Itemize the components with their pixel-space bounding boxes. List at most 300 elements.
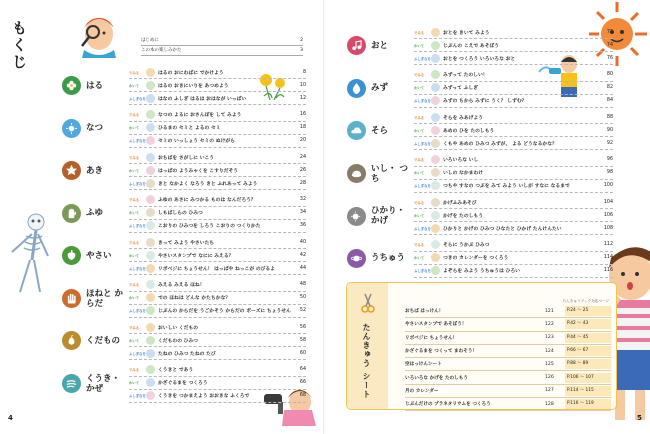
entry-tag: ふしぎなを bbox=[414, 141, 431, 146]
section-item-list bbox=[129, 236, 306, 275]
entry-page: 58 bbox=[299, 337, 306, 343]
entry-tag: ふしぎなを bbox=[129, 394, 146, 398]
entry-tag: ふしぎなを bbox=[414, 99, 431, 103]
leaf-icon bbox=[62, 161, 81, 180]
research-title: リボベジに ちょうせん！ bbox=[405, 335, 458, 341]
entry-page: 20 bbox=[299, 138, 306, 143]
entry-thumbnail bbox=[431, 266, 440, 275]
entry-page: 68 bbox=[299, 393, 306, 398]
entry-title: おとを きいて みよう bbox=[443, 30, 490, 36]
entry-tag: でみる bbox=[414, 115, 425, 120]
section-heading[interactable] bbox=[62, 161, 127, 180]
research-sheet-table bbox=[405, 299, 611, 411]
research-reference: P.114 〜 115 bbox=[565, 386, 611, 396]
hand-icon bbox=[62, 289, 81, 308]
entry-page: 114 bbox=[603, 255, 613, 260]
research-reference: P.44 〜 45 bbox=[565, 333, 611, 343]
entry-thumbnail bbox=[431, 168, 440, 177]
entry-thumbnail bbox=[431, 54, 440, 63]
entry-title: みずって たのしい！ bbox=[443, 73, 488, 78]
research-title: かざぐるまを つくって まわそう！ bbox=[405, 349, 478, 355]
toc-entry[interactable] bbox=[129, 334, 306, 347]
entry-tag: でみる bbox=[414, 73, 425, 77]
entry-tag: かいて bbox=[129, 338, 140, 343]
stone-icon bbox=[347, 164, 366, 183]
entry-title: かげを たのしもう bbox=[443, 213, 484, 219]
entry-page: 88 bbox=[606, 114, 613, 120]
entry-page: 64 bbox=[299, 367, 306, 372]
section-name: いし・ つち bbox=[371, 163, 408, 184]
entry-title: きって みよう やさいたち bbox=[158, 240, 215, 246]
entry-tag: ふしぎなを bbox=[129, 96, 146, 101]
section-heading[interactable] bbox=[347, 79, 412, 98]
section-name: くうき・ かぜ bbox=[86, 373, 121, 394]
toc-entry[interactable] bbox=[129, 164, 306, 177]
research-reference: P.42 〜 43 bbox=[565, 319, 611, 329]
section-heading[interactable] bbox=[62, 119, 127, 138]
research-title: 空はっけんシート bbox=[405, 362, 442, 368]
entry-title: ふゆの あさに みつかる ものは なんだろう？ bbox=[158, 198, 256, 203]
entry-tag: かいて bbox=[414, 213, 425, 218]
entry-title: きと なかよく なろう きと ふれあって みよう bbox=[158, 181, 258, 187]
section-item-list bbox=[414, 154, 613, 193]
toc-entry[interactable] bbox=[414, 95, 613, 108]
intro-page: 2 bbox=[300, 38, 303, 43]
section-heading[interactable] bbox=[347, 121, 412, 140]
entry-title: セミの いっしょう セミの ぬけがら bbox=[158, 139, 235, 144]
entry-page: 116 bbox=[603, 268, 613, 273]
toc-entry[interactable] bbox=[129, 292, 306, 305]
entry-page: 96 bbox=[606, 157, 613, 162]
entry-page: 8 bbox=[302, 69, 306, 75]
entry-thumbnail bbox=[146, 336, 155, 345]
entry-page: 104 bbox=[603, 199, 613, 205]
intro-label: はじめに bbox=[141, 38, 159, 43]
section-item-list bbox=[129, 66, 306, 105]
entry-tag: かいて bbox=[129, 381, 140, 385]
entry-tag: かいて bbox=[129, 126, 140, 130]
entry-thumbnail bbox=[146, 221, 155, 230]
section-name: なつ bbox=[86, 123, 104, 133]
cloud-icon bbox=[347, 121, 366, 140]
entry-tag: でみる bbox=[129, 198, 140, 202]
research-title: いろいろな かげを たのしもう bbox=[405, 375, 468, 381]
toc-entry[interactable] bbox=[129, 249, 306, 262]
page-number-left: 4 bbox=[8, 414, 13, 422]
toc-entry[interactable] bbox=[414, 222, 613, 235]
entry-tag: ふしぎなを bbox=[129, 266, 146, 271]
entry-page: 66 bbox=[299, 380, 306, 385]
entry-page: 44 bbox=[299, 265, 306, 271]
toc-entry[interactable] bbox=[414, 154, 613, 167]
toc-entry[interactable] bbox=[414, 52, 613, 65]
entry-title: くもや あめの ひみつ みずが、 よる どうなるかな？ bbox=[443, 141, 557, 147]
entry-page: 40 bbox=[299, 239, 306, 245]
entry-page: 36 bbox=[299, 223, 306, 228]
entry-tag: ふしぎなを bbox=[129, 309, 146, 313]
section-item-list bbox=[129, 279, 306, 318]
entry-tag: かいて bbox=[414, 256, 425, 260]
entry-title: での ほねは どんな かたちかな？ bbox=[158, 296, 231, 301]
entry-tag: ふしぎなを bbox=[129, 181, 146, 186]
section-item-list bbox=[414, 26, 613, 65]
entry-tag: ふしぎなを bbox=[414, 269, 431, 273]
research-sheet-row[interactable] bbox=[405, 371, 611, 384]
entry-page: 32 bbox=[299, 197, 306, 202]
entry-thumbnail bbox=[146, 391, 155, 400]
section-heading[interactable] bbox=[347, 164, 412, 184]
entry-thumbnail bbox=[146, 264, 155, 273]
entry-title: いしの なかまわけ bbox=[443, 171, 484, 176]
entry-tag: ふしぎなを bbox=[414, 226, 431, 231]
entry-page: 50 bbox=[299, 295, 306, 300]
entry-page: 34 bbox=[299, 210, 306, 215]
entry-title: はるの おきにいりを あつめよう bbox=[158, 83, 229, 89]
entry-thumbnail bbox=[146, 280, 155, 289]
entry-page: 10 bbox=[299, 82, 306, 88]
wind-icon bbox=[62, 374, 81, 393]
section-item-list bbox=[414, 69, 613, 108]
research-sheet-label: たんきゅう シート bbox=[362, 323, 371, 399]
section-name: みず bbox=[371, 83, 389, 93]
section-heading[interactable] bbox=[62, 76, 127, 95]
section-item-list bbox=[129, 109, 306, 148]
research-reference: P.88 〜 89 bbox=[565, 359, 611, 369]
toc-entry[interactable] bbox=[129, 151, 306, 164]
entry-title: かざぐるまを つくろう bbox=[158, 381, 208, 386]
entry-page: 100 bbox=[603, 183, 613, 188]
skeleton-illustration bbox=[2, 212, 50, 294]
research-reference: P.106 〜 107 bbox=[565, 373, 611, 383]
entry-thumbnail bbox=[146, 323, 155, 332]
toc-entry[interactable] bbox=[414, 124, 613, 137]
page-number-right: 5 bbox=[637, 414, 642, 422]
section-heading[interactable] bbox=[62, 204, 127, 223]
section-heading[interactable] bbox=[62, 289, 127, 309]
entry-thumbnail bbox=[146, 68, 155, 77]
research-page: 128 bbox=[545, 401, 554, 407]
entry-title: みずの ちから みずに うく？ しずむ？ bbox=[443, 99, 527, 104]
entry-thumbnail bbox=[431, 224, 440, 233]
section-item-list bbox=[129, 151, 306, 190]
entry-title: くだものの ひみつ bbox=[158, 338, 198, 344]
planet-icon bbox=[347, 249, 366, 268]
entry-page: 98 bbox=[606, 170, 613, 175]
section-name: ほねと からだ bbox=[86, 288, 123, 309]
entry-title: じぶんの からだを うごかそう からだの ポーズに ちょうせん bbox=[158, 309, 291, 314]
entry-page: 108 bbox=[603, 225, 613, 231]
entry-thumbnail bbox=[146, 179, 155, 188]
entry-tag: かいて bbox=[414, 43, 425, 48]
entry-tag: かいて bbox=[129, 168, 140, 173]
entry-title: ひるまの セミと よるの セミ bbox=[158, 126, 221, 131]
section-item-list bbox=[414, 196, 613, 235]
entry-title: おとを つくろう いろいろな おと bbox=[443, 56, 516, 62]
entry-tag: でみる bbox=[414, 158, 425, 162]
research-reference: P.116 〜 119 bbox=[565, 399, 611, 409]
entry-title: みえる みえる ほね！ bbox=[158, 283, 205, 288]
entry-thumbnail bbox=[146, 365, 155, 374]
entry-title: つちや すなの つぶを みて みよう いしが すなに なるまで bbox=[443, 184, 570, 189]
entry-page: 28 bbox=[299, 180, 306, 186]
toc-entry[interactable] bbox=[129, 321, 306, 334]
intro-item[interactable] bbox=[141, 36, 303, 46]
entry-page: 52 bbox=[299, 308, 306, 313]
toc-entry[interactable] bbox=[414, 82, 613, 95]
entry-title: こおりの ひみつを しろう こおりの つくりかた bbox=[158, 224, 261, 229]
entry-thumbnail bbox=[431, 96, 440, 105]
entry-title: はっぱの ようみゃくを こすりだそう bbox=[158, 168, 239, 174]
toc-entry[interactable] bbox=[129, 262, 306, 275]
entry-title: おちばを さがしに いこう bbox=[158, 155, 215, 161]
entry-page: 84 bbox=[606, 98, 613, 103]
section-heading[interactable] bbox=[62, 246, 127, 265]
entry-title: そらを みあげよう bbox=[443, 115, 484, 121]
research-sheet-row[interactable] bbox=[405, 385, 611, 398]
entry-thumbnail bbox=[146, 94, 155, 103]
entry-thumbnail bbox=[146, 378, 155, 387]
entry-tag: ふしぎなを bbox=[129, 351, 146, 356]
toc-entry[interactable] bbox=[414, 252, 613, 265]
research-title: 月の カレンダー bbox=[405, 388, 439, 394]
entry-title: やさいスタンプで なにに みえる？ bbox=[158, 253, 234, 259]
drop-icon bbox=[347, 79, 366, 98]
entry-title: おいしい くだもの bbox=[158, 325, 199, 331]
entry-tag: でみる bbox=[129, 113, 140, 117]
entry-tag: ふしぎなを bbox=[129, 139, 146, 143]
entry-tag: かいて bbox=[414, 128, 425, 133]
entry-tag: でみる bbox=[129, 70, 140, 75]
entry-page: 16 bbox=[299, 112, 306, 117]
entry-page: 26 bbox=[299, 167, 306, 173]
entry-title: みずって ふしぎ bbox=[443, 86, 478, 91]
entry-tag: ふしぎなを bbox=[414, 184, 431, 188]
entry-title: はるの おにわばに でかけよう bbox=[158, 70, 224, 76]
entry-page: 48 bbox=[299, 282, 306, 287]
entry-tag: でみる bbox=[414, 243, 425, 247]
entry-thumbnail bbox=[431, 211, 440, 220]
entry-tag: でみる bbox=[414, 200, 425, 205]
entry-tag: でみる bbox=[414, 30, 425, 35]
section-name: ふゆ bbox=[86, 208, 104, 218]
intro-page: 3 bbox=[300, 48, 303, 53]
section-heading[interactable] bbox=[62, 374, 127, 394]
toc-entry[interactable] bbox=[414, 209, 613, 222]
toc-entry[interactable] bbox=[129, 194, 306, 207]
entry-thumbnail bbox=[146, 110, 155, 119]
entry-title: くうきと であう bbox=[158, 368, 194, 373]
research-title: おちば はっけん！ bbox=[405, 309, 444, 315]
entry-thumbnail bbox=[431, 139, 440, 148]
section-heading[interactable] bbox=[347, 36, 412, 55]
entry-thumbnail bbox=[431, 126, 440, 135]
entry-thumbnail bbox=[431, 240, 440, 249]
entry-title: はなの ふしぎ はるは おはなが いっぱい bbox=[158, 96, 247, 102]
entry-thumbnail bbox=[431, 181, 440, 190]
entry-title: しもばしらの ひみつ bbox=[158, 211, 203, 216]
light-icon bbox=[347, 207, 366, 226]
entry-title: たねの ひみつ たねの たび bbox=[158, 351, 216, 357]
entry-thumbnail bbox=[146, 136, 155, 145]
research-page: 121 bbox=[545, 308, 554, 314]
entry-page: 90 bbox=[606, 127, 613, 133]
research-sheet-header: たんきゅうブック対応ページ bbox=[562, 299, 609, 303]
entry-thumbnail bbox=[146, 251, 155, 260]
research-sheet-row[interactable] bbox=[405, 332, 611, 345]
toc-entry[interactable] bbox=[129, 305, 306, 318]
entry-tag: かいて bbox=[414, 171, 425, 175]
toc-entry[interactable] bbox=[129, 390, 306, 403]
scissors-icon bbox=[361, 293, 375, 313]
toc-entry[interactable] bbox=[414, 180, 613, 193]
toc-entry[interactable] bbox=[129, 122, 306, 135]
research-page: 123 bbox=[545, 335, 554, 341]
glove-icon bbox=[62, 204, 81, 223]
research-sheet-row[interactable] bbox=[405, 358, 611, 371]
research-page: 124 bbox=[545, 348, 554, 354]
entry-title: いろいろな いし bbox=[443, 158, 479, 163]
entry-tag: かいて bbox=[129, 211, 140, 215]
entry-tag: でみる bbox=[129, 368, 140, 372]
entry-page: 56 bbox=[299, 324, 306, 330]
entry-tag: かいて bbox=[129, 253, 140, 258]
toc-entry[interactable] bbox=[414, 196, 613, 209]
research-sheet-row[interactable] bbox=[405, 345, 611, 358]
research-sheet-box bbox=[346, 282, 617, 410]
entry-tag: でみる bbox=[129, 325, 140, 330]
entry-thumbnail bbox=[431, 70, 440, 79]
entry-tag: かいて bbox=[414, 86, 425, 90]
toc-entry[interactable] bbox=[129, 207, 306, 220]
toc-entry[interactable] bbox=[129, 79, 306, 92]
toc-entry[interactable] bbox=[414, 26, 613, 39]
section-name: やさい bbox=[86, 250, 112, 261]
research-title: やさいスタンプで あそぼう！ bbox=[405, 322, 467, 328]
toc-entry[interactable] bbox=[129, 135, 306, 148]
entry-tag: でみる bbox=[129, 283, 140, 287]
entry-thumbnail bbox=[146, 123, 155, 132]
intro-label: この本の楽しみかた bbox=[141, 48, 182, 53]
toc-entry[interactable] bbox=[129, 177, 306, 190]
research-sheet-row[interactable] bbox=[405, 398, 611, 411]
entry-thumbnail bbox=[146, 153, 155, 162]
section-name: うちゅう bbox=[371, 253, 406, 263]
entry-tag: ふしぎなを bbox=[129, 224, 146, 228]
section-name: あき bbox=[86, 165, 104, 176]
entry-page: 42 bbox=[299, 252, 306, 258]
section-heading[interactable] bbox=[62, 331, 127, 350]
entry-page: 112 bbox=[603, 242, 613, 247]
entry-tag: かいて bbox=[129, 296, 140, 300]
entry-title: つきの カレンダーを つくろう bbox=[443, 256, 509, 261]
toc-entry[interactable] bbox=[414, 239, 613, 252]
section-item-list bbox=[129, 194, 306, 233]
section-name: ひかり・ かげ bbox=[371, 206, 406, 226]
entry-tag: ふしぎなを bbox=[414, 56, 431, 61]
section-name: そら bbox=[371, 125, 389, 136]
entry-title: リボベジに ちょうせん！ はっぱや ねっこが のびるよ bbox=[158, 266, 276, 272]
sun-icon bbox=[62, 119, 81, 138]
entry-thumbnail bbox=[431, 253, 440, 262]
toc-entry[interactable] bbox=[129, 66, 306, 79]
entry-page: 74 bbox=[606, 42, 613, 48]
entry-thumbnail bbox=[146, 238, 155, 247]
section-heading[interactable] bbox=[347, 249, 412, 268]
toc-entry[interactable] bbox=[129, 220, 306, 233]
toc-entry[interactable] bbox=[414, 167, 613, 180]
toc-entry[interactable] bbox=[414, 137, 613, 150]
entry-title: くうきを つかまえよう おおきな ふくろで bbox=[158, 394, 250, 399]
entry-title: あめの ひを たのしもう bbox=[443, 128, 495, 134]
entry-page: 80 bbox=[606, 72, 613, 77]
entry-tag: でみる bbox=[129, 240, 140, 245]
toc-entry[interactable] bbox=[129, 109, 306, 122]
toc-entry[interactable] bbox=[129, 377, 306, 390]
research-sheet-row[interactable] bbox=[405, 305, 611, 318]
toc-entry[interactable] bbox=[129, 279, 306, 292]
page-title: もくじ bbox=[10, 20, 28, 71]
entry-thumbnail bbox=[431, 198, 440, 207]
entry-thumbnail bbox=[146, 293, 155, 302]
research-title: じぶんだけの プラネタリウムを つくろう bbox=[405, 402, 491, 408]
section-item-list bbox=[129, 321, 306, 360]
entry-page: 60 bbox=[299, 350, 306, 356]
section-heading[interactable] bbox=[347, 206, 412, 226]
entry-thumbnail bbox=[431, 41, 440, 50]
entry-title: ひかりと かげの ひみつ ひなたと ひかげ たんけんたい bbox=[443, 226, 562, 232]
section-item-list bbox=[414, 239, 613, 278]
toc-entry[interactable] bbox=[129, 92, 306, 105]
research-page: 126 bbox=[545, 375, 554, 381]
research-page: 127 bbox=[545, 388, 554, 394]
entry-thumbnail bbox=[146, 81, 155, 90]
entry-tag: かいて bbox=[129, 83, 140, 88]
entry-page: 76 bbox=[606, 55, 613, 61]
toc-entry[interactable] bbox=[414, 265, 613, 278]
research-reference: P.24 〜 25 bbox=[565, 306, 611, 316]
section-item-list bbox=[129, 364, 306, 403]
flower-icon bbox=[62, 76, 81, 95]
entry-thumbnail bbox=[146, 166, 155, 175]
section-name: くだもの bbox=[86, 335, 121, 346]
toc-entry[interactable] bbox=[129, 347, 306, 360]
intro-item[interactable] bbox=[141, 46, 303, 56]
pepper-icon bbox=[62, 246, 81, 265]
fruit-icon bbox=[62, 331, 81, 350]
entry-page: 72 bbox=[606, 29, 613, 35]
toc-entry[interactable] bbox=[414, 111, 613, 124]
section-name: おと bbox=[371, 40, 389, 51]
entry-page: 92 bbox=[606, 140, 613, 146]
entry-thumbnail bbox=[146, 306, 155, 315]
entry-page: 106 bbox=[603, 212, 613, 218]
entry-title: そらに うかぶ ひみつ bbox=[443, 243, 490, 248]
toc-entry[interactable] bbox=[129, 236, 306, 249]
toc-entry[interactable] bbox=[414, 69, 613, 82]
research-page: 125 bbox=[545, 361, 554, 367]
entry-thumbnail bbox=[146, 195, 155, 204]
toc-entry[interactable] bbox=[129, 364, 306, 377]
research-page: 122 bbox=[545, 321, 554, 327]
research-sheet-row[interactable] bbox=[405, 318, 611, 331]
entry-title: かげふみあそび bbox=[443, 200, 477, 206]
entry-thumbnail bbox=[146, 208, 155, 217]
intro-list bbox=[141, 36, 303, 56]
toc-entry[interactable] bbox=[414, 39, 613, 52]
entry-tag: でみる bbox=[129, 155, 140, 160]
section-name: はる bbox=[86, 80, 104, 91]
entry-thumbnail bbox=[431, 113, 440, 122]
